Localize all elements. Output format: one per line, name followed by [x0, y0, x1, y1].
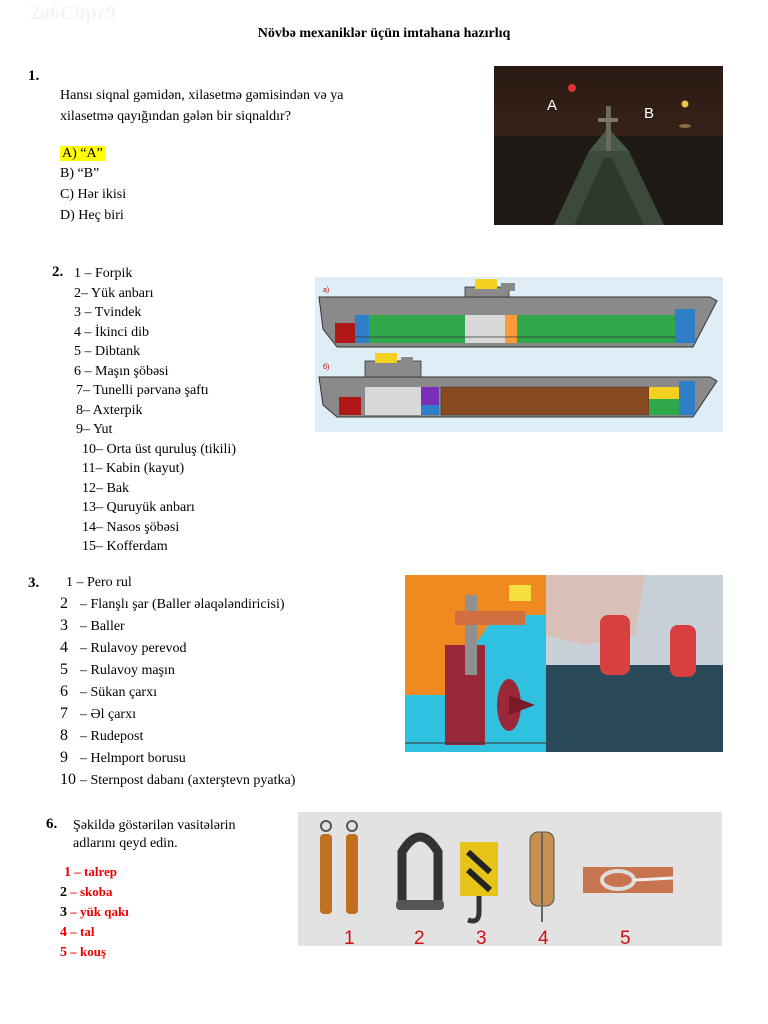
q3-item-text: – Rudepost: [80, 729, 144, 744]
q6-answer-text: – tal: [70, 924, 95, 939]
q6-image-number-2: 2: [414, 928, 425, 946]
q3-item-7: [60, 704, 136, 725]
q1-option-a: [60, 144, 105, 164]
q6-answer-text: – skoba: [70, 884, 113, 899]
q2-label-b: б): [323, 364, 330, 371]
q3-item-9: [60, 748, 186, 769]
q1-option-b: B) “B”: [60, 166, 100, 181]
q1-ship-night-image: [494, 66, 723, 225]
q2-item-2: 2– Yük anbarı: [74, 285, 154, 301]
q6-answer-number: 1: [64, 865, 71, 880]
q1-signal-a-red-star: [568, 84, 576, 92]
q3-item-text: – Baller: [80, 619, 125, 634]
q3-item-4: [60, 638, 187, 659]
q6-answer-3: [60, 902, 129, 923]
q2-item-6: 6 – Maşın şöbəsi: [74, 363, 169, 379]
q2-item-8: 8– Axterpik: [76, 402, 143, 418]
q3-item-number: 3: [60, 617, 68, 634]
q6-answer-number: 5: [60, 945, 67, 960]
q3-item-number: 7: [60, 705, 68, 722]
q3-item-number: 10: [60, 771, 76, 788]
q6-answer-number: 3: [60, 905, 67, 920]
q3-item-text: – Sternpost dabanı (axterştevn pyatka): [80, 773, 296, 788]
q6-thimble: [583, 867, 673, 893]
q6-image-number-1: 1: [344, 928, 355, 946]
q3-item-5: [60, 660, 175, 681]
q1-ship-mast: [606, 106, 611, 151]
q3-item-number: 4: [60, 639, 68, 656]
q2-item-7: 7– Tunelli pərvanə şaftı: [76, 383, 209, 398]
q3-rudder-diagram: [405, 575, 546, 752]
page-title: Növbə mexaniklər üçün imtahana hazırlıq: [257, 26, 511, 41]
q3-item-3: [60, 616, 125, 637]
q6-rigging-image: [298, 812, 722, 946]
q2-item-14: 14– Nasos şöbəsi: [82, 519, 180, 535]
q3-item-number: 5: [60, 661, 68, 678]
q6-answer-text: – kouş: [70, 944, 107, 959]
q6-answer-text: – yük qakı: [70, 904, 129, 919]
q3-item-10: [60, 770, 295, 791]
q1-text-line2: xilasetmə qayığından gələn bir siqnaldır?: [60, 109, 291, 124]
q2-number: 2.: [52, 264, 64, 280]
q3-item-text: – Rulavoy perevod: [80, 641, 187, 656]
q3-item-text: – Rulavoy maşın: [80, 663, 175, 678]
q3-item-text: – Helmport borusu: [80, 751, 186, 766]
q2-item-15: 15– Kofferdam: [82, 539, 168, 554]
watermark: 2a6Cbpz9: [30, 2, 116, 24]
q3-item-text: – Flanşlı şar (Baller əlaqələndiricisi): [80, 597, 285, 612]
q3-photo-rudder-right: [670, 625, 696, 677]
q3-rudder-photo: [546, 575, 723, 752]
q3-photo-rudder-left: [600, 615, 630, 675]
q6-answer-number: 4: [60, 925, 67, 940]
q3-item-number: 9: [60, 749, 68, 766]
q2-item-13: 13– Quruyük anbarı: [82, 500, 195, 515]
q1-number: 1.: [28, 68, 40, 84]
q2-item-3: 3 – Tvindek: [74, 305, 142, 320]
q2-item-11: 11– Kabin (kayut): [82, 461, 185, 476]
q2-item-1: 1 – Forpik: [74, 266, 133, 281]
q1-lifeboat: [679, 124, 691, 128]
q1-label-a: A: [547, 97, 558, 114]
q3-item-number: 2: [60, 595, 68, 612]
q2-item-4: 4 – İkinci dib: [74, 324, 150, 340]
q3-item-1: 1 – Pero rul: [66, 575, 132, 590]
q6-number: 6.: [46, 816, 58, 832]
q3-item-text: – Sükan çarxı: [80, 685, 157, 700]
q6-answer-4: [60, 922, 94, 943]
q3-item-6: [60, 682, 157, 703]
q3-item-8: [60, 726, 143, 747]
q2-item-12: 12– Bak: [82, 480, 130, 496]
q1-label-b: B: [644, 105, 655, 122]
q3-rudder-image: [405, 575, 723, 752]
q2-item-5: 5 – Dibtank: [74, 344, 141, 359]
q6-answer-number: 2: [60, 885, 67, 900]
q6-image-number-3: 3: [476, 928, 487, 946]
q2-ship-sections-image: [315, 277, 723, 432]
q3-item-number: 6: [60, 683, 68, 700]
q3-item-number: 8: [60, 727, 68, 744]
q1-option-d: D) Heç biri: [60, 208, 124, 223]
q1-signal-b-star: [682, 101, 689, 108]
q3-number: 3.: [28, 575, 40, 591]
q1-option-a-text: A) “A”: [62, 146, 103, 161]
q6-answer-text: – talrep: [74, 864, 117, 879]
q6-image-number-5: 5: [620, 928, 631, 946]
q6-text-line2: adlarını qeyd edin.: [73, 836, 178, 851]
q6-image-number-4: 4: [538, 928, 549, 946]
q6-answer-5: [60, 942, 106, 963]
q2-item-10: 10– Orta üst quruluş (tikili): [82, 441, 236, 457]
q1-option-c: C) Hər ikisi: [60, 187, 127, 202]
q6-answer-1: [64, 862, 117, 883]
q3-item-text: – Əl çarxı: [80, 707, 136, 722]
q2-label-a: a): [323, 287, 330, 294]
q6-answer-2: [60, 882, 113, 903]
q6-text-line1: Şəkildə göstərilən vasitələrin: [73, 818, 236, 833]
q2-item-9: 9– Yut: [76, 422, 113, 437]
q1-text-line1: Hansı siqnal gəmidən, xilasetmə gəmisindən və ya: [60, 88, 344, 103]
q3-item-2: [60, 594, 285, 615]
